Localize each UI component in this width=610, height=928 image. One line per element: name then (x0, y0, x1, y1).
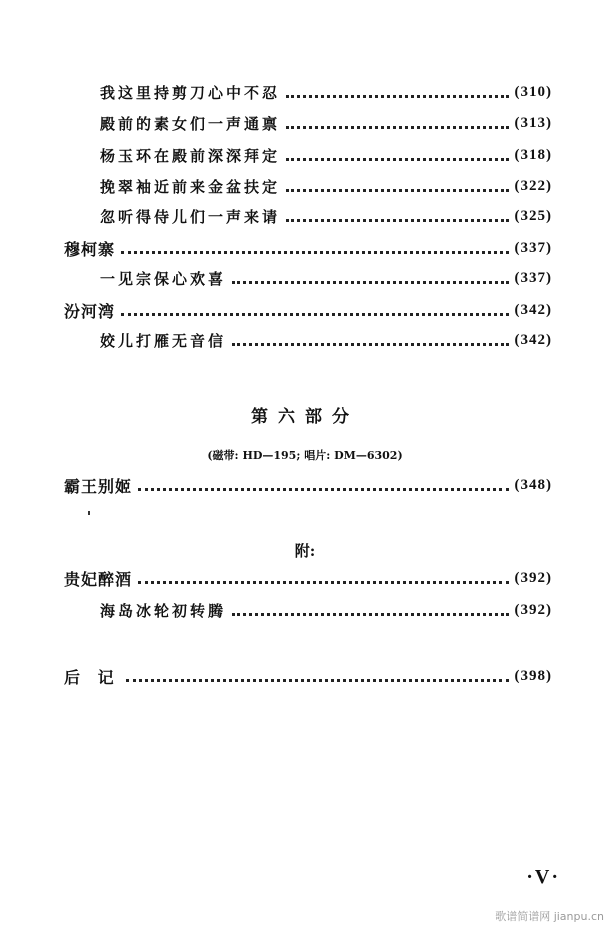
page-number: ·V· (526, 866, 560, 888)
toc-entry-title: 霸王别姬 (64, 476, 133, 496)
dot-leader (286, 156, 508, 161)
print-speck (88, 511, 90, 515)
section-heading: 第六部分 (251, 407, 359, 427)
toc-entry-title: 后 记 (64, 667, 120, 687)
dot-leader (232, 611, 508, 616)
toc-entry-title: 姣儿打雁无音信 (100, 331, 227, 350)
toc-entry (0, 80, 552, 104)
toc-entry-title: 一见宗保心欢喜 (100, 269, 227, 288)
toc-entry (0, 598, 552, 622)
toc-entry (0, 266, 552, 290)
toc-entry-page: (342) (514, 331, 552, 348)
toc-entry-page: (325) (514, 207, 552, 224)
toc-entry (0, 236, 552, 260)
toc-entry (0, 143, 552, 167)
toc-entry-page: (337) (514, 239, 552, 256)
toc-entry-title: 殿前的素女们一声通禀 (100, 114, 281, 133)
toc-entry-page: (337) (514, 269, 552, 286)
toc-entry-page: (313) (514, 114, 552, 131)
dot-leader (126, 677, 509, 682)
toc-entry-title: 汾河湾 (64, 301, 116, 321)
appendix-label: 附: (294, 542, 316, 560)
toc-entry-title: 穆柯寨 (64, 239, 116, 259)
toc-entry-page: (348) (514, 476, 552, 493)
toc-entry-title: 忽听得侍儿们一声来请 (100, 207, 281, 226)
dot-leader (121, 249, 508, 254)
toc-entry-page: (318) (514, 146, 552, 163)
toc-entry-page: (392) (514, 601, 552, 618)
dot-leader (286, 187, 508, 192)
dot-leader (232, 341, 508, 346)
toc-entry-title: 杨玉环在殿前深深拜定 (100, 146, 281, 165)
toc-entry-title: 我这里持剪刀心中不忍 (100, 83, 281, 102)
toc-entry (0, 328, 552, 352)
dot-leader (286, 124, 508, 129)
toc-entry-afterword (0, 664, 552, 688)
toc-entry (0, 174, 552, 198)
dot-leader (138, 486, 508, 491)
toc-entry (0, 111, 552, 135)
dot-leader (286, 93, 508, 98)
toc-entry (0, 473, 552, 497)
toc-entry-page: (310) (514, 83, 552, 100)
toc-entry-title: 海岛冰轮初转腾 (100, 601, 227, 620)
toc-entry-page: (392) (514, 569, 552, 586)
toc-entry-title: 挽翠袖近前来金盆扶定 (100, 177, 281, 196)
media-note: (磁带: HD—195; 唱片: DM—6302) (207, 449, 403, 462)
dot-leader (232, 279, 508, 284)
toc-entry-page: (322) (514, 177, 552, 194)
dot-leader (286, 217, 508, 222)
watermark: 歌谱简谱网 jianpu.cn (495, 910, 604, 923)
dot-leader (138, 579, 508, 584)
toc-entry-page: (398) (514, 667, 552, 684)
dot-leader (121, 311, 508, 316)
toc-entry (0, 298, 552, 322)
toc-entry (0, 204, 552, 228)
toc-entry-page: (342) (514, 301, 552, 318)
toc-entry (0, 566, 552, 590)
toc-entry-title: 贵妃醉酒 (64, 569, 133, 589)
